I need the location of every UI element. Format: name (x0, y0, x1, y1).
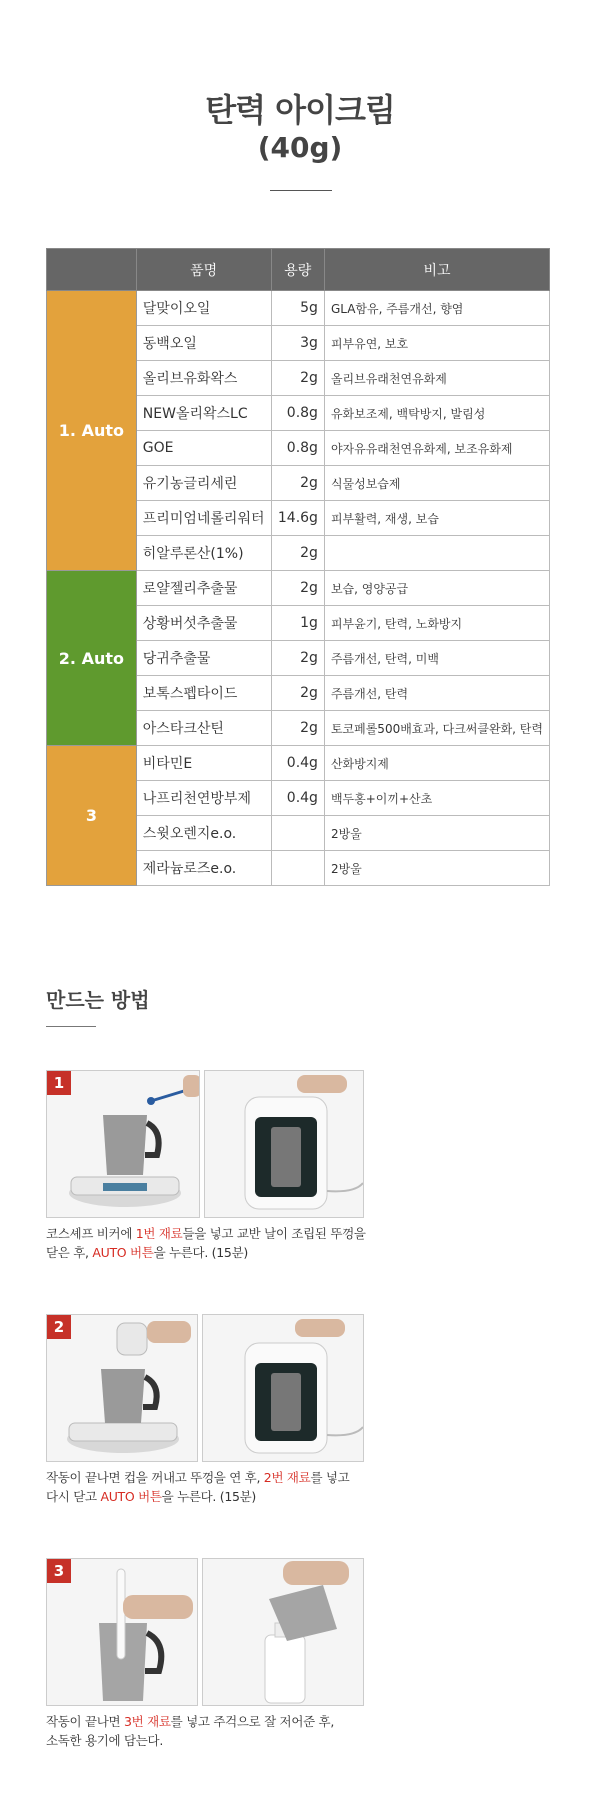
pour-into-container-image (203, 1559, 364, 1706)
ingredient-name-cell: 당귀추출물 (136, 641, 271, 676)
ingredient-amount-cell: 0.4g (271, 781, 324, 816)
ingredient-name-cell: 비타민E (136, 746, 271, 781)
method-step-1 (46, 1070, 466, 1262)
ingredient-amount-cell (271, 851, 324, 886)
ingredient-note-cell: 산화방지제 (324, 746, 549, 781)
caption-highlight: 2번 재료 (263, 1470, 311, 1485)
ingredient-amount-cell: 14.6g (271, 501, 324, 536)
ingredient-note-cell: 피부유연, 보호 (324, 326, 549, 361)
ingredient-amount-cell (271, 816, 324, 851)
ingredient-note-cell: 토코페롤500배효과, 다크써클완화, 탄력 (324, 711, 549, 746)
group-label-cell: 2. Auto (47, 571, 137, 746)
caption-part: 을 누른다. (15분) (161, 1489, 257, 1504)
title-divider (270, 190, 332, 191)
ingredient-amount-cell: 5g (271, 291, 324, 326)
ingredient-name-cell: 프리미엄네롤리워터 (136, 501, 271, 536)
ingredient-note-cell: 주름개선, 탄력 (324, 676, 549, 711)
header-cell-group (47, 249, 137, 291)
header-cell-amount: 용량 (271, 249, 324, 291)
table-row (47, 571, 550, 606)
ingredient-note-cell: 백두홍+이끼+산초 (324, 781, 549, 816)
group-label-cell: 1. Auto (47, 291, 137, 571)
ingredient-amount-cell: 2g (271, 571, 324, 606)
step-caption (46, 1224, 466, 1262)
ingredient-name-cell: 동백오일 (136, 326, 271, 361)
step-2-photo-scale (46, 1314, 198, 1462)
ingredient-name-cell: GOE (136, 431, 271, 466)
caption-highlight: AUTO 버튼 (100, 1489, 162, 1504)
page-title: 탄력 아이크림 (205, 91, 395, 129)
ingredient-amount-cell: 0.4g (271, 746, 324, 781)
ingredient-note-cell: 올리브유래천연유화제 (324, 361, 549, 396)
caption-highlight: 3번 재료 (124, 1714, 171, 1729)
page-subtitle: (40g) (257, 131, 343, 164)
ingredient-amount-cell: 2g (271, 641, 324, 676)
method-step-3 (46, 1558, 466, 1750)
ingredient-amount-cell: 0.8g (271, 431, 324, 466)
caption-part: 작동이 끝나면 컵을 꺼내고 뚜껑을 연 후, (46, 1470, 264, 1485)
caption-part: 다시 닫고 (46, 1489, 101, 1504)
header-cell-note: 비고 (324, 249, 549, 291)
step-1-photo-scale (46, 1070, 200, 1218)
ingredient-amount-cell: 2g (271, 676, 324, 711)
caption-part: 를 넣고 주걱으로 잘 저어준 후, (170, 1714, 334, 1729)
table-header-row (47, 249, 550, 291)
cosmetic-maker-image (203, 1315, 364, 1462)
ingredient-amount-cell: 1g (271, 606, 324, 641)
caption-part: 코스셰프 비커에 (46, 1226, 136, 1241)
step-caption (46, 1468, 466, 1506)
ingredient-name-cell: 올리브유화왁스 (136, 361, 271, 396)
group-label-cell: 3 (47, 746, 137, 886)
ingredient-name-cell: 달맞이오일 (136, 291, 271, 326)
ingredient-name-cell: 아스타크산틴 (136, 711, 271, 746)
method-title: 만드는 방법 (46, 988, 150, 1012)
header-cell-name: 품명 (136, 249, 271, 291)
caption-part: 들을 넣고 교반 날이 조립된 뚜껑을 (182, 1226, 366, 1241)
ingredient-amount-cell: 2g (271, 361, 324, 396)
step-2-photo-machine (202, 1314, 364, 1462)
ingredient-note-cell: 보습, 영양공급 (324, 571, 549, 606)
ingredient-note-cell: 2방울 (324, 816, 549, 851)
ingredient-note-cell: 주름개선, 탄력, 미백 (324, 641, 549, 676)
ingredient-name-cell: 제라늄로즈e.o. (136, 851, 271, 886)
caption-part: 를 넣고 (310, 1470, 350, 1485)
caption-part: 작동이 끝나면 (46, 1714, 124, 1729)
caption-part: 을 누른다. (15분) (153, 1245, 248, 1260)
caption-highlight: 1번 재료 (135, 1226, 183, 1241)
ingredient-name-cell: NEW올리왁스LC (136, 396, 271, 431)
title-block (0, 90, 600, 166)
step-number-badge: 1 (47, 1071, 71, 1095)
ingredient-note-cell: 피부윤기, 탄력, 노화방지 (324, 606, 549, 641)
caption-part: 소독한 용기에 담는다. (46, 1733, 163, 1748)
ingredient-amount-cell: 2g (271, 536, 324, 571)
step-number-badge: 2 (47, 1315, 71, 1339)
method-step-2 (46, 1314, 466, 1506)
ingredient-table (46, 248, 550, 886)
step-1-photo-machine (204, 1070, 364, 1218)
ingredient-name-cell: 나프리천연방부제 (136, 781, 271, 816)
ingredient-note-cell (324, 536, 549, 571)
ingredient-note-cell: 유화보조제, 백탁방지, 발림성 (324, 396, 549, 431)
ingredient-name-cell: 보톡스펩타이드 (136, 676, 271, 711)
ingredient-amount-cell: 0.8g (271, 396, 324, 431)
step-caption (46, 1712, 466, 1750)
ingredient-note-cell: 야자유유래천연유화제, 보조유화제 (324, 431, 549, 466)
ingredient-amount-cell: 3g (271, 326, 324, 361)
ingredient-note-cell: 피부활력, 재생, 보습 (324, 501, 549, 536)
step-3-photo-stirring (46, 1558, 198, 1706)
method-divider (46, 1026, 96, 1027)
ingredient-name-cell: 스윗오렌지e.o. (136, 816, 271, 851)
ingredient-name-cell: 유기농글리세린 (136, 466, 271, 501)
ingredient-note-cell: 2방울 (324, 851, 549, 886)
caption-part: 닫은 후, (46, 1245, 93, 1260)
ingredient-name-cell: 로얄젤리추출물 (136, 571, 271, 606)
caption-highlight: AUTO 버튼 (92, 1245, 154, 1260)
ingredient-name-cell: 히알루론산(1%) (136, 536, 271, 571)
ingredient-note-cell: 식물성보습제 (324, 466, 549, 501)
ingredient-amount-cell: 2g (271, 466, 324, 501)
ingredient-amount-cell: 2g (271, 711, 324, 746)
ingredient-name-cell: 상황버섯추출물 (136, 606, 271, 641)
cosmetic-maker-image (205, 1071, 364, 1218)
step-number-badge: 3 (47, 1559, 71, 1583)
ingredient-note-cell: GLA함유, 주름개선, 향염 (324, 291, 549, 326)
table-row (47, 291, 550, 326)
step-3-photo-pouring (202, 1558, 364, 1706)
table-row (47, 746, 550, 781)
